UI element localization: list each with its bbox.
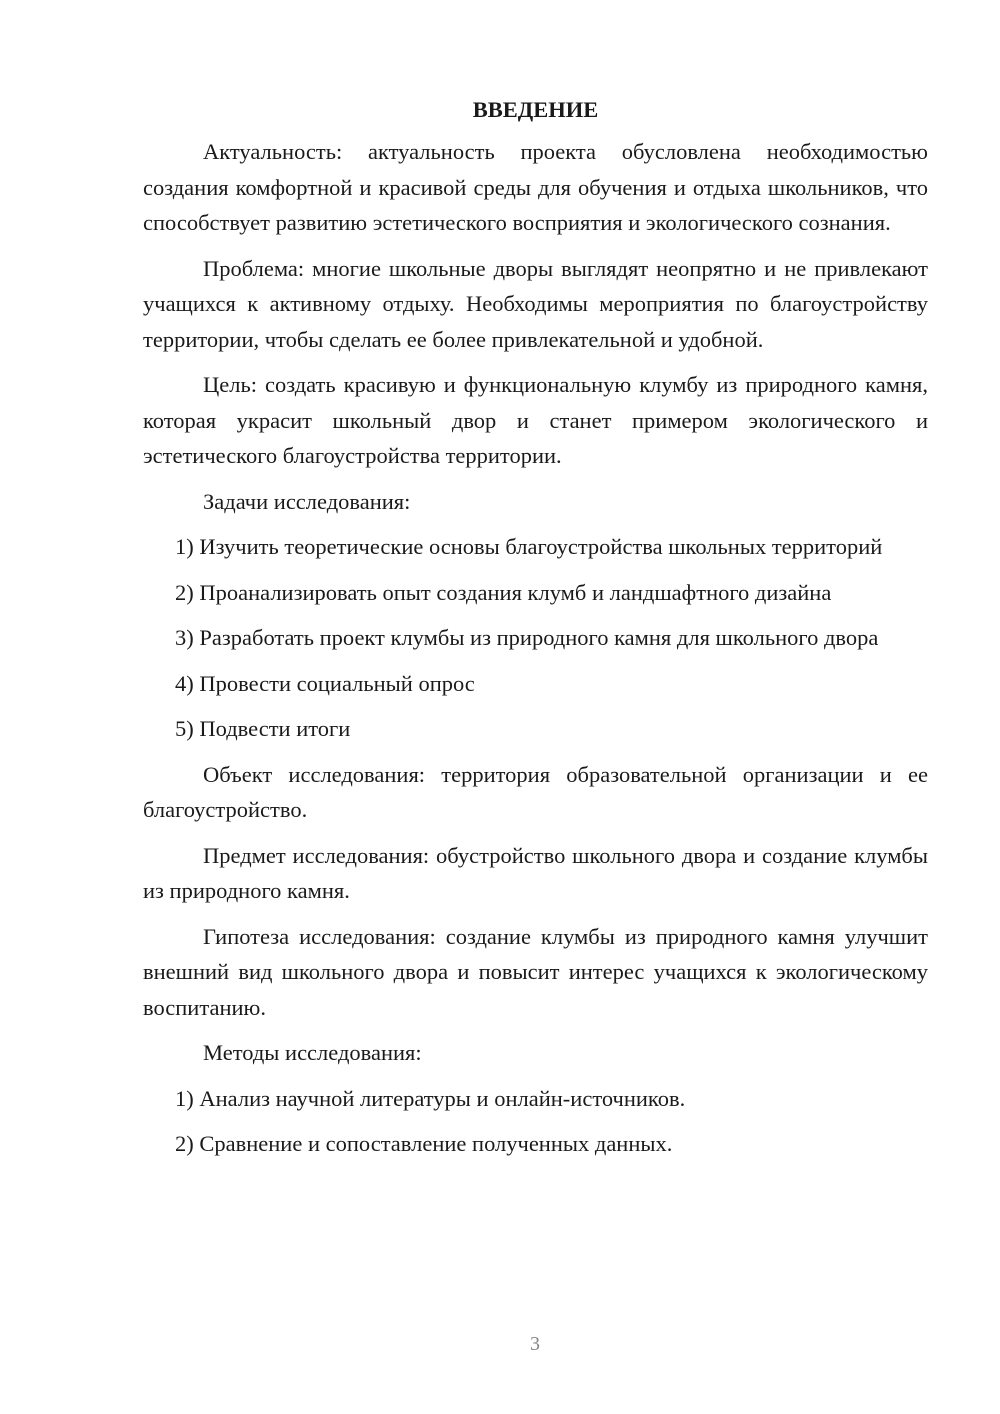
method-item: 1) Анализ научной литературы и онлайн-источников. bbox=[175, 1085, 686, 1111]
tasks-title: Задачи исследования: bbox=[203, 488, 411, 514]
task-item: 3) Разработать проект клумбы из природного камня для школьного двора bbox=[175, 625, 879, 650]
methods-title: Методы исследования: bbox=[203, 1040, 422, 1065]
document-page bbox=[143, 88, 928, 1172]
problem-paragraph: Проблема: многие школьные дворы выглядят неопрятно и не привлекают учащихся к активному отдыху. Необходимы мероприятия по благоустройству территории, чтобы сделать ее более привлекательной и удобной. bbox=[143, 255, 928, 352]
task-item: 5) Подвести итоги bbox=[175, 716, 351, 741]
task-item: 2) Проанализировать опыт создания клумб и ландшафтного дизайна bbox=[175, 579, 832, 605]
object-paragraph: Объект исследования: территория образовательной организации и ее благоустройство. bbox=[143, 761, 928, 822]
goal-paragraph: Цель: создать красивую и функциональную клумбу из природного камня, которая украсит школьный двор и станет примером экологического и эстетического благоустройства территории. bbox=[143, 372, 928, 468]
task-item: 1) Изучить теоретические основы благоустройства школьных территорий bbox=[175, 534, 883, 559]
method-item: 2) Сравнение и сопоставление полученных данных. bbox=[175, 1131, 673, 1156]
section-heading: ВВЕДЕНИЕ bbox=[472, 97, 599, 122]
relevance-paragraph: Актуальность: актуальность проекта обусловлена необходимостью создания комфортной и красивой среды для обучения и отдыха школьников, что способствует развитию эстетического восприятия и экологического сознания. bbox=[143, 139, 928, 235]
task-item: 4) Провести социальный опрос bbox=[175, 670, 475, 696]
page-number: 3 bbox=[530, 1333, 540, 1355]
subject-paragraph: Предмет исследования: обустройство школьного двора и создание клумбы из природного камня. bbox=[143, 842, 928, 903]
hypothesis-paragraph: Гипотеза исследования: создание клумбы из природного камня улучшит внешний вид школьного двора и повысит интерес учащихся к экологическому воспитанию. bbox=[143, 923, 928, 1020]
